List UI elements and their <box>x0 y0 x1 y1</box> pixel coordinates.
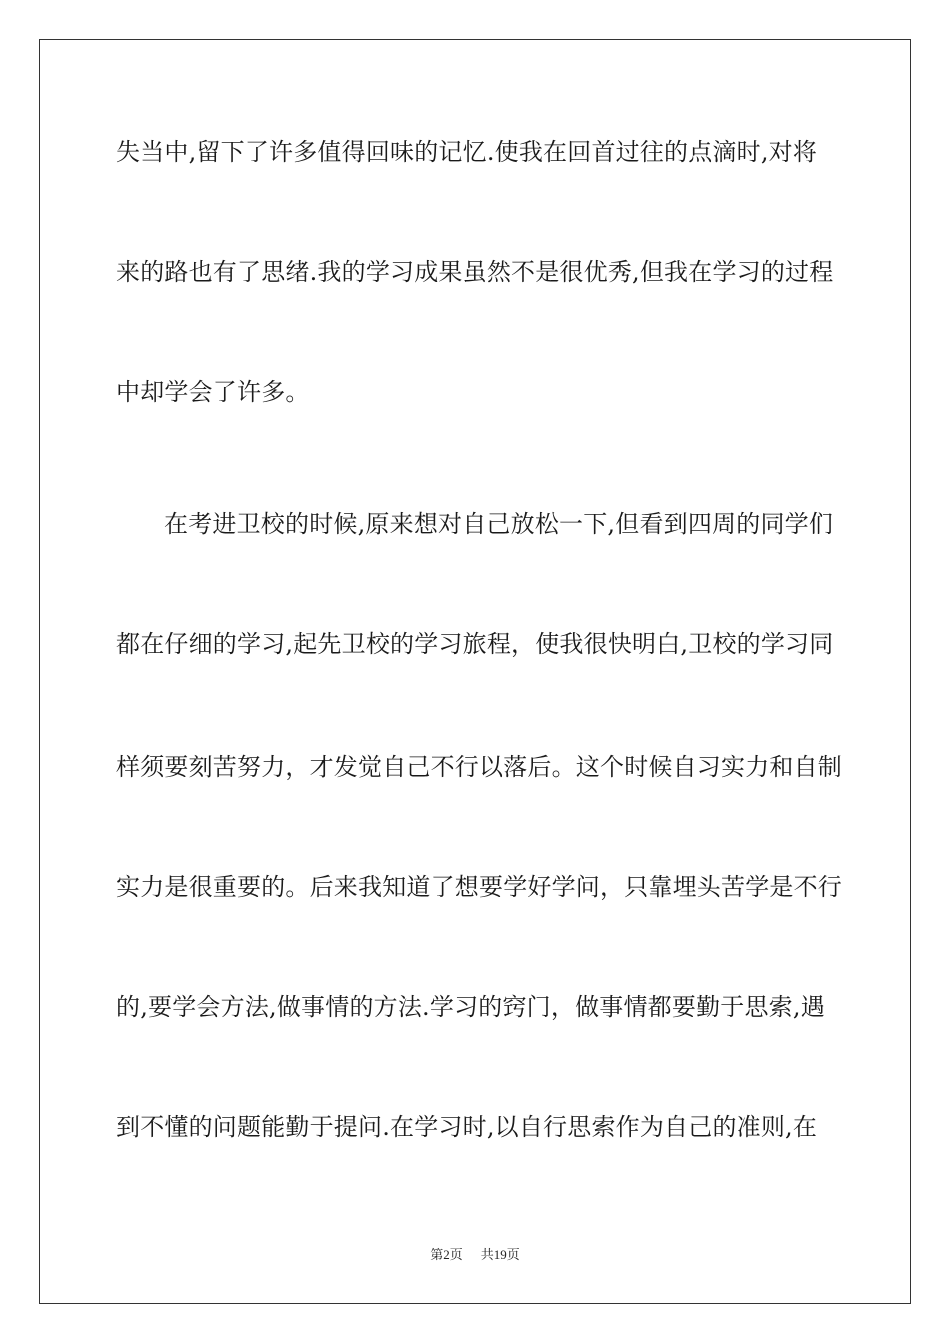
text-line-4: 在考进卫校的时候,原来想对自己放松一下,但看到四周的同学们 <box>164 510 834 538</box>
text-line-8: 的,要学会方法,做事情的方法.学习的窍门，做事情都要勤于思索,遇 <box>116 993 825 1021</box>
text-line-6: 样须要刻苦努力，才发觉自己不行以落后。这个时候自习实力和自制 <box>116 753 842 781</box>
page-footer <box>0 1246 950 1264</box>
text-line-2: 来的路也有了思绪.我的学习成果虽然不是很优秀,但我在学习的过程 <box>116 258 834 286</box>
text-line-1: 失当中,留下了许多值得回味的记忆.使我在回首过往的点滴时,对将 <box>116 138 818 166</box>
text-line-5: 都在仔细的学习,起先卫校的学习旅程，使我很快明白,卫校的学习同 <box>116 630 834 658</box>
text-line-9: 到不懂的问题能勤于提问.在学习时,以自行思索作为自己的准则,在 <box>116 1113 818 1141</box>
total-pages: 共19页 <box>480 1247 520 1262</box>
text-line-7: 实力是很重要的。后来我知道了想要学好学问，只靠埋头苦学是不行 <box>116 873 842 901</box>
text-line-3: 中却学会了许多。 <box>116 378 310 406</box>
page-number: 第2页 <box>430 1247 463 1262</box>
